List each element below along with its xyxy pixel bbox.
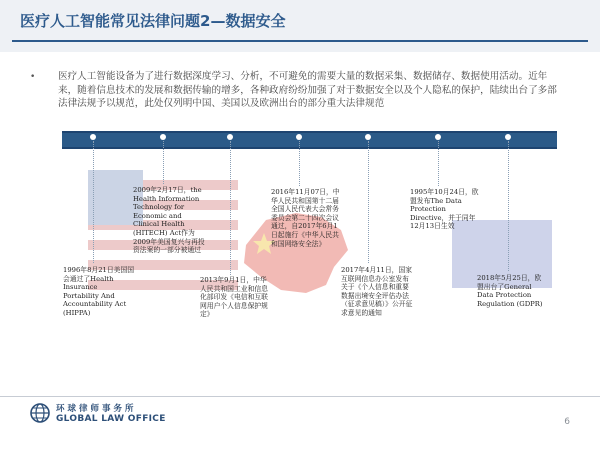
timeline-stem (93, 141, 94, 263)
timeline-dot (505, 134, 511, 140)
timeline-stem (438, 141, 439, 186)
logo-chinese-name: 环球律师事务所 (56, 404, 137, 414)
timeline-stem (368, 141, 369, 263)
event-hitech: 2009年2月17日，the Health Information Technology for Economic and Clinical Health (HITECH) Act作为2009年美国复兴与再投资法案的一部分被通过 (133, 186, 205, 255)
event-hippa: 1996年8月21日美国国会通过了Health Insurance Portability And Accountability Act (HIPPA) (63, 266, 135, 317)
timeline-dot (435, 134, 441, 140)
timeline-dot (160, 134, 166, 140)
timeline-stem (508, 141, 509, 271)
slide-title: 医疗人工智能常见法律问题2—数据安全 (20, 12, 286, 30)
intro-paragraph: 医疗人工智能设备为了进行数据深度学习、分析，不可避免的需要大量的数据采集、数据储存、数据使用活动。近年来，随着信息技术的发展和数据传输的增多，各种政府纷纷加强了对于数据安全以及个人隐私的保护，陆续出台了多部法律法规予以规范，此处仅列明中国、美国以及欧洲出台的部分重大法律规范 (58, 71, 557, 109)
bullet-marker: • (30, 72, 36, 82)
timeline-dot (227, 134, 233, 140)
globe-logo-icon (30, 403, 50, 423)
event-data-protection-directive: 1995年10月24日，欧盟发布The Data Protection Directive，并于同年12月13日生效 (410, 188, 479, 231)
timeline-dot (365, 134, 371, 140)
timeline-stem (163, 141, 164, 184)
timeline-dot (90, 134, 96, 140)
timeline-stem (299, 141, 300, 186)
event-cybersecurity-law: 2016年11月07日，中华人民共和国第十二届全国人民代表大会常务委员会第二十四次会议通过，自2017年6月1日起施行《中华人民共和国网络安全法》 (271, 188, 340, 248)
page-number: 6 (564, 417, 570, 427)
footer-rule (0, 396, 600, 397)
timeline-bar (62, 131, 557, 149)
event-cac-draft: 2017年4月11日，国家互联网信息办公室发布关于《个人信息和重要数据出境安全评估办法（征求意见稿）》公开征求意见的通知 (341, 266, 413, 317)
title-rule (12, 40, 588, 42)
logo-english-name: GLOBAL LAW OFFICE (56, 414, 166, 424)
title-bar (0, 0, 600, 52)
timeline-stem (230, 141, 231, 275)
event-gdpr: 2018年5月25日，欧盟出台了General Data Protection Regulation (GDPR) (477, 274, 543, 308)
timeline-dot (296, 134, 302, 140)
event-miit: 2013年9月1日，中华人民共和国工业和信息化部印发《电信和互联网用户个人信息保护规定》 (200, 276, 268, 319)
